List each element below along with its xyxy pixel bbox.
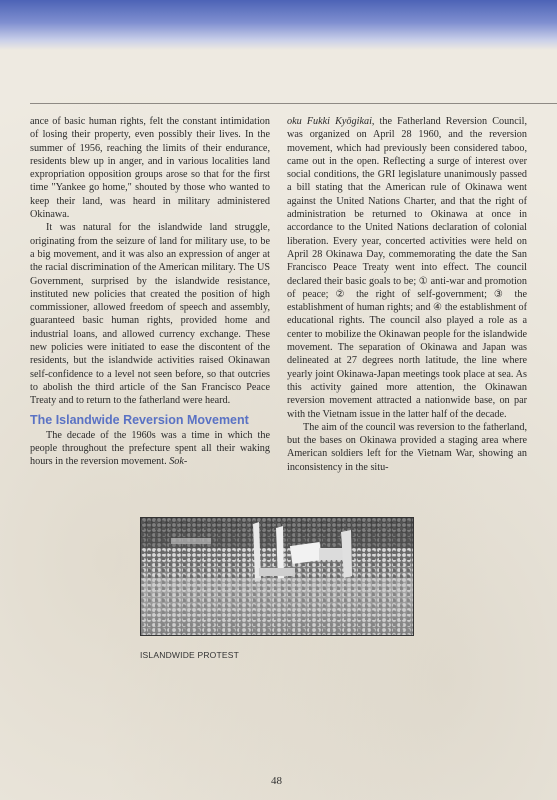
paragraph-italic-text: oku Fukki Kyōgikai <box>287 116 372 127</box>
header-rule <box>30 103 557 104</box>
protest-photo <box>140 517 414 636</box>
paragraph: It was natural for the islandwide land struggle, originating from the seizure of land for military use, to be a big movement, and it was also an expression of anger at the racial discrimination of the American military. The US Government, surprised by the islandwide resistance, instituted new policies that created the position of high commissioner, allowed freedom of speech and assembly, guaranteed basic human rights, provided home and industrial loans, and allowed currency exchange. These new policies were initiated to ease the discontent of the residents, but the islandwide activities raised Okinawan self-confidence to a level not seen before, so that outcries to abolish the third article of the San Francisco Peace Treaty and to return to the fatherland were heard. <box>30 222 270 407</box>
paragraph: ance of basic human rights, felt the constant intimidation of losing their property, even possibly their lives. In the summer of 1956, reaching the limits of their endurance, residents blew up in anger, and in various localities land expropriation opposition groups arose so that for the first time "Yankee go home," shouted by those who wanted to keep their land, was heard in military administered Okinawa. <box>30 116 270 221</box>
header-color-band <box>0 0 557 50</box>
protest-photo-illustration <box>141 518 413 635</box>
paragraph <box>287 115 527 421</box>
paragraph-text: , the Fatherland Reversion Council, was organized on April 28 1960, and the reversion movement, which had previously been considered taboo, came out in the open. Reflecting a surge of interest over social conditions, the GRI legislature unanimously passed a bill stating that the American rule of Okinawa went against the United Nations Charter, and that the right of administration be returned to Okinawa at once in accordance to the United Nations declaration of colonial liberation. Every year, concerted activities were held on April 28 Okinawa Day, commemorating the date the San Francisco Peace Treaty went into effect. The council declared their basic goals to be; ① anti-war and promotion of peace; ② the right of self-government; ③ the establishment of human rights; and ④ the establishment of educational rights. The council also played a role as a center to mobilize the Okinawan people for the islandwide movement. The separation of Okinawa and Japan was delineated at 27 degrees north latitude, the line where yearly joint Okinawa-Japan meetings took place at sea. As this activity gained more attention, the Okinawan reversion movement attracted a nationwide base, on par with the Vietnam issue in the latter half of the decade. <box>287 116 528 420</box>
section-heading: The Islandwide Reversion Movement <box>30 412 249 427</box>
right-column <box>287 115 527 474</box>
paragraph-italic-text: Sok- <box>169 456 188 468</box>
page-number: 48 <box>271 775 282 787</box>
paragraph: The aim of the council was reversion to the fatherland, but the bases on Okinawa provided a staging area where American soldiers left for the Vietnam War, showing an inconsistency in the situ- <box>287 421 527 473</box>
left-column <box>30 115 270 468</box>
paragraph <box>30 429 270 469</box>
figure-caption: ISLANDWIDE PROTEST <box>140 650 240 660</box>
paragraph-text: The decade of the 1960s was a time in which the people throughout the prefecture spent all their waking hours in the reversion movement. <box>30 429 270 468</box>
